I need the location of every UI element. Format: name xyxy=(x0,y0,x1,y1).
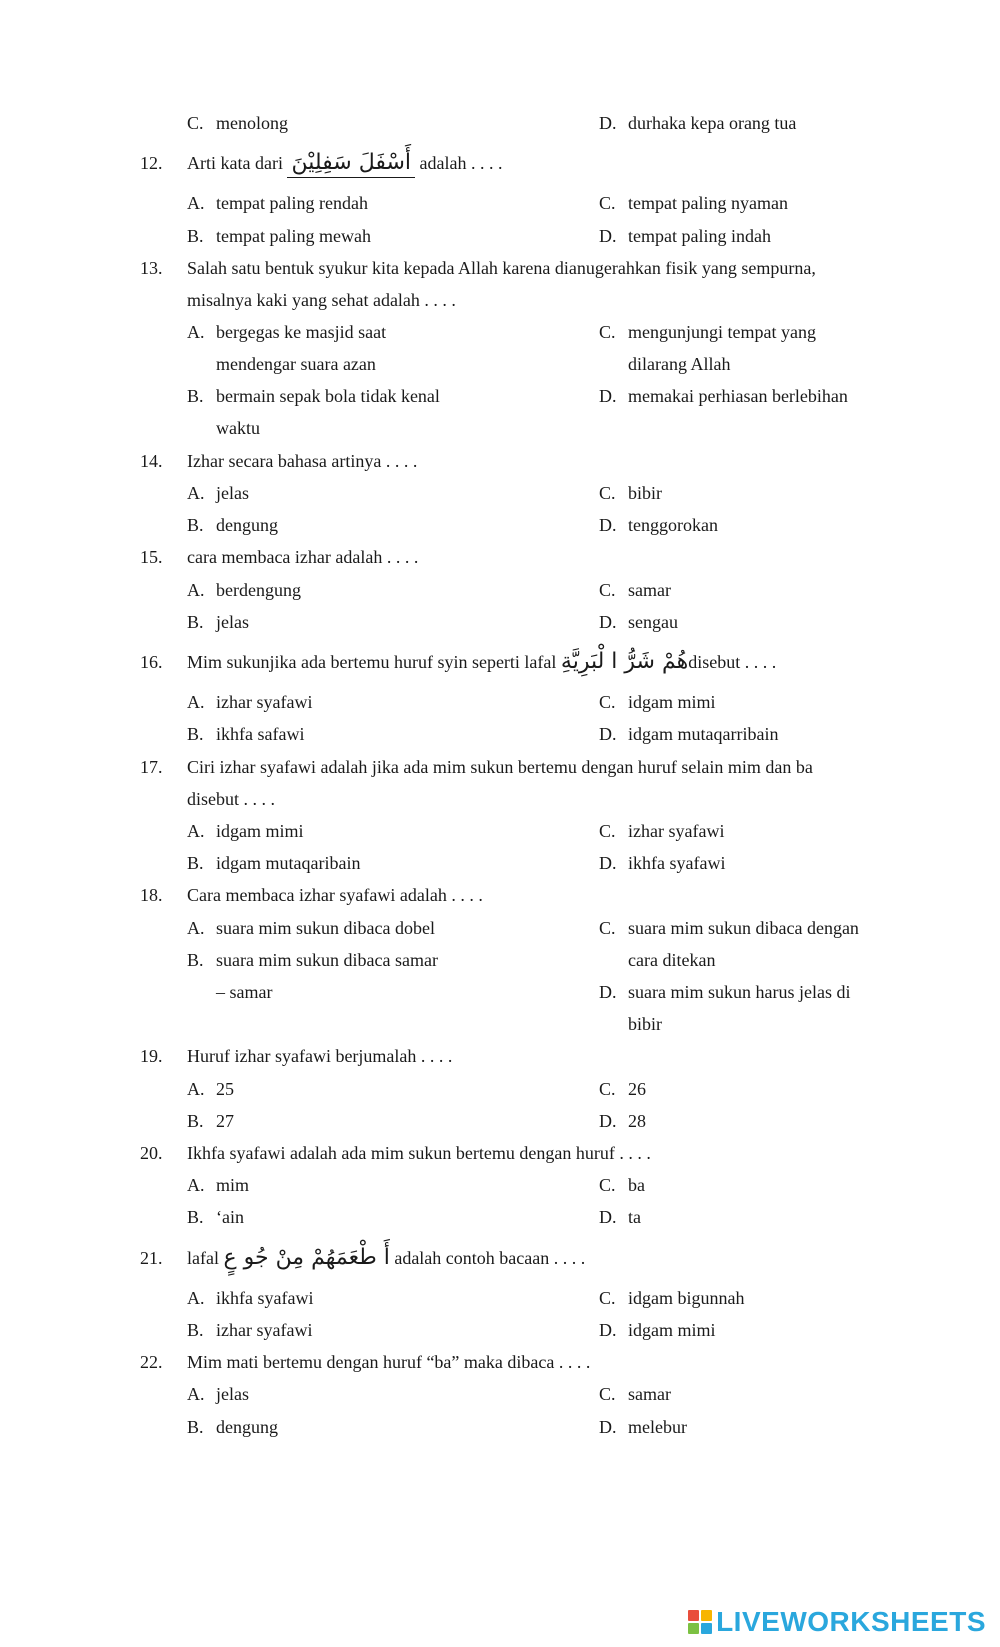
option-c-text[interactable]: idgam bigunnah xyxy=(628,1288,745,1308)
option-b-text[interactable]: 27 xyxy=(216,1111,234,1131)
option-a-text[interactable]: suara mim sukun dibaca dobel xyxy=(216,918,435,938)
option-letter: B. xyxy=(187,1111,204,1131)
option-b-text-cont[interactable]: – samar xyxy=(216,982,273,1002)
question-number: 15. xyxy=(140,547,163,567)
question-text: Izhar secara bahasa artinya . . . . xyxy=(187,451,418,471)
question-text: Mim mati bertemu dengan huruf “ba” maka dibaca . . . . xyxy=(187,1352,591,1372)
option-letter: B. xyxy=(187,724,204,744)
logo-text: LIVEWORKSHEETS xyxy=(716,1606,986,1637)
question-text: lafal أَ طْعَمَهُمْ مِنْ جُو عٍ adalah contoh bacaan . . . . xyxy=(187,1245,586,1270)
question-text: Salah satu bentuk syukur kita kepada Allah karena dianugerahkan fisik yang sempurna, xyxy=(187,258,816,278)
option-letter: D. xyxy=(599,1207,617,1227)
option-letter: B. xyxy=(187,386,204,406)
option-b-text[interactable]: izhar syafawi xyxy=(216,1320,313,1340)
question-number: 18. xyxy=(140,885,163,905)
option-letter: A. xyxy=(187,692,205,712)
option-d-text[interactable]: idgam mutaqarribain xyxy=(628,724,779,744)
option-letter: D. xyxy=(599,515,617,535)
option-letter: B. xyxy=(187,1417,204,1437)
logo-square-br xyxy=(701,1623,712,1634)
option-letter: C. xyxy=(599,193,616,213)
option-c-text[interactable]: ba xyxy=(628,1175,645,1195)
option-letter: C. xyxy=(599,918,616,938)
option-letter: A. xyxy=(187,1175,205,1195)
arabic-phrase: أَسْفَلَ سَفِلِيْنَ xyxy=(287,150,415,178)
option-c-text-cont[interactable]: cara ditekan xyxy=(628,950,716,970)
option-letter: D. xyxy=(599,853,617,873)
option-letter: C. xyxy=(599,322,616,342)
option-d-text[interactable]: melebur xyxy=(628,1417,687,1437)
option-letter: D. xyxy=(599,113,617,133)
question-text: Arti kata dari أَسْفَلَ سَفِلِيْنَ adalah . . . . xyxy=(187,151,503,175)
option-a-text[interactable]: berdengung xyxy=(216,580,301,600)
question-text: Ciri izhar syafawi adalah jika ada mim sukun bertemu dengan huruf selain mim dan ba xyxy=(187,757,813,777)
option-letter: A. xyxy=(187,821,205,841)
option-letter: B. xyxy=(187,853,204,873)
option-letter: B. xyxy=(187,1320,204,1340)
option-letter: A. xyxy=(187,1288,205,1308)
option-c-text[interactable]: 26 xyxy=(628,1079,646,1099)
question-number: 16. xyxy=(140,652,163,672)
option-d-text[interactable]: tempat paling indah xyxy=(628,226,771,246)
option-letter: C. xyxy=(187,113,204,133)
option-d-text-cont[interactable]: bibir xyxy=(628,1014,662,1034)
question-number: 14. xyxy=(140,451,163,471)
question-number: 19. xyxy=(140,1046,163,1066)
option-letter: B. xyxy=(187,515,204,535)
option-a-text[interactable]: jelas xyxy=(216,483,249,503)
option-a-text[interactable]: 25 xyxy=(216,1079,234,1099)
option-d-text[interactable]: memakai perhiasan berlebihan xyxy=(628,386,848,406)
option-letter: D. xyxy=(599,724,617,744)
option-b-text-cont[interactable]: waktu xyxy=(216,418,260,438)
option-c-text[interactable]: menolong xyxy=(216,113,288,133)
option-c-text[interactable]: suara mim sukun dibaca dengan xyxy=(628,918,859,938)
option-letter: A. xyxy=(187,483,205,503)
option-c-text[interactable]: samar xyxy=(628,580,671,600)
question-text: Cara membaca izhar syafawi adalah . . . . xyxy=(187,885,483,905)
option-d-text[interactable]: durhaka kepa orang tua xyxy=(628,113,797,133)
option-letter: C. xyxy=(599,483,616,503)
option-letter: D. xyxy=(599,1320,617,1340)
option-letter: D. xyxy=(599,1417,617,1437)
question-text: disebut . . . . xyxy=(187,789,275,809)
option-a-text[interactable]: tempat paling rendah xyxy=(216,193,368,213)
option-letter: C. xyxy=(599,1079,616,1099)
question-text: Huruf izhar syafawi berjumalah . . . . xyxy=(187,1046,453,1066)
option-letter: A. xyxy=(187,1079,205,1099)
question-text: cara membaca izhar adalah . . . . xyxy=(187,547,419,567)
logo-square-bl xyxy=(688,1623,699,1634)
option-d-text[interactable]: ikhfa syafawi xyxy=(628,853,726,873)
question-text: Mim sukunjika ada bertemu huruf syin seperti lafal هُمْ شَرُّ ا لْبَرِيَّةِdisebut . . . . xyxy=(187,649,777,674)
option-b-text[interactable]: dengung xyxy=(216,1417,278,1437)
option-letter: D. xyxy=(599,386,617,406)
option-letter: D. xyxy=(599,982,617,1002)
option-d-text[interactable]: 28 xyxy=(628,1111,646,1131)
option-letter: A. xyxy=(187,322,205,342)
option-a-text[interactable]: jelas xyxy=(216,1384,249,1404)
option-letter: A. xyxy=(187,1384,205,1404)
option-c-text[interactable]: mengunjungi tempat yang xyxy=(628,322,816,342)
option-c-text-cont[interactable]: dilarang Allah xyxy=(628,354,731,374)
option-letter: A. xyxy=(187,918,205,938)
option-b-text[interactable]: idgam mutaqaribain xyxy=(216,853,361,873)
option-b-text[interactable]: suara mim sukun dibaca samar xyxy=(216,950,438,970)
option-letter: C. xyxy=(599,1288,616,1308)
option-letter: C. xyxy=(599,580,616,600)
option-d-text[interactable]: tenggorokan xyxy=(628,515,718,535)
option-letter: D. xyxy=(599,226,617,246)
option-a-text[interactable]: bergegas ke masjid saat xyxy=(216,322,387,342)
option-c-text[interactable]: idgam mimi xyxy=(628,692,716,712)
option-b-text[interactable]: tempat paling mewah xyxy=(216,226,371,246)
question-number: 12. xyxy=(140,153,163,173)
option-a-text-cont[interactable]: mendengar suara azan xyxy=(216,354,376,374)
option-a-text[interactable]: idgam mimi xyxy=(216,821,304,841)
option-a-text[interactable]: izhar syafawi xyxy=(216,692,313,712)
arabic-phrase: هُمْ شَرُّ ا لْبَرِيَّةِ xyxy=(560,649,689,674)
option-d-text[interactable]: sengau xyxy=(628,612,678,632)
question-text: misalnya kaki yang sehat adalah . . . . xyxy=(187,290,456,310)
question-number: 22. xyxy=(140,1352,163,1372)
question-number: 13. xyxy=(140,258,163,278)
option-b-text[interactable]: dengung xyxy=(216,515,278,535)
option-letter: A. xyxy=(187,193,205,213)
question-number: 21. xyxy=(140,1248,163,1268)
option-letter: B. xyxy=(187,226,204,246)
option-b-text[interactable]: ‘ain xyxy=(216,1207,244,1227)
option-letter: A. xyxy=(187,580,205,600)
option-d-text[interactable]: ta xyxy=(628,1207,641,1227)
question-number: 17. xyxy=(140,757,163,777)
logo-grid-icon xyxy=(688,1610,712,1634)
option-a-text[interactable]: mim xyxy=(216,1175,250,1195)
option-letter: C. xyxy=(599,1384,616,1404)
option-c-text[interactable]: tempat paling nyaman xyxy=(628,193,788,213)
option-b-text[interactable]: jelas xyxy=(216,612,249,632)
option-letter: D. xyxy=(599,612,617,632)
option-c-text[interactable]: bibir xyxy=(628,483,662,503)
option-letter: C. xyxy=(599,821,616,841)
option-letter: B. xyxy=(187,612,204,632)
logo-square-tl xyxy=(688,1610,699,1621)
option-c-text[interactable]: izhar syafawi xyxy=(628,821,725,841)
question-number: 20. xyxy=(140,1143,163,1163)
logo-square-tr xyxy=(701,1610,712,1621)
option-a-text[interactable]: ikhfa syafawi xyxy=(216,1288,314,1308)
option-letter: B. xyxy=(187,950,204,970)
option-letter: B. xyxy=(187,1207,204,1227)
question-text: Ikhfa syafawi adalah ada mim sukun bertemu dengan huruf . . . . xyxy=(187,1143,651,1163)
option-letter: D. xyxy=(599,1111,617,1131)
option-letter: C. xyxy=(599,692,616,712)
option-b-text[interactable]: bermain sepak bola tidak kenal xyxy=(216,386,440,406)
arabic-phrase: أَ طْعَمَهُمْ مِنْ جُو عٍ xyxy=(223,1245,390,1270)
option-c-text[interactable]: samar xyxy=(628,1384,671,1404)
liveworksheets-logo[interactable] xyxy=(688,1607,986,1637)
option-d-text[interactable]: suara mim sukun harus jelas di xyxy=(628,982,851,1002)
option-d-text[interactable]: idgam mimi xyxy=(628,1320,716,1340)
option-letter: C. xyxy=(599,1175,616,1195)
option-b-text[interactable]: ikhfa safawi xyxy=(216,724,305,744)
